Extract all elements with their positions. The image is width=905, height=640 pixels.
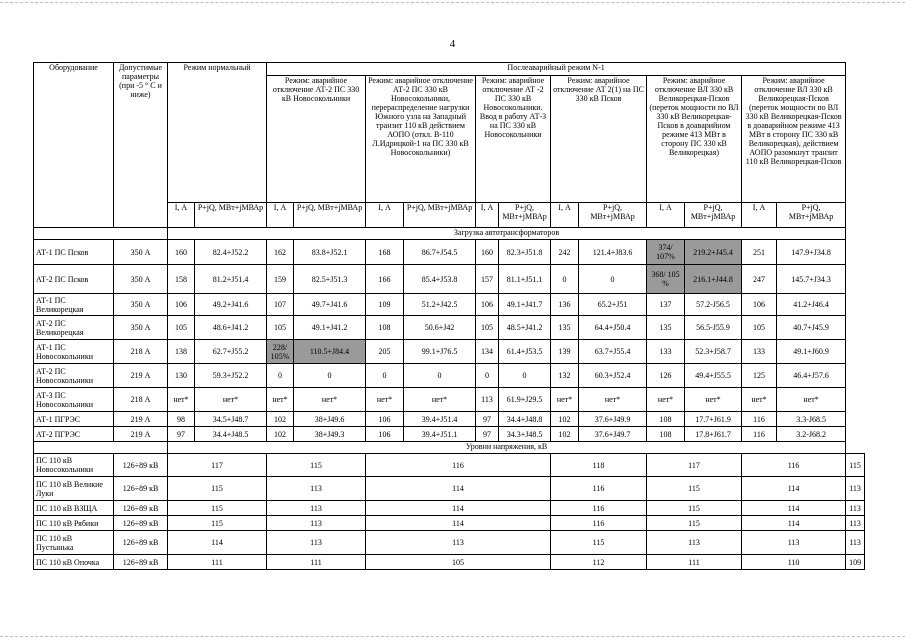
transformer-row (34, 412, 865, 427)
scan-bottom-edge (0, 636, 905, 637)
table-cell: 38+J49.6 (294, 412, 366, 427)
table-cell: 102 (267, 412, 294, 427)
table-cell: 81.1+J51.1 (499, 265, 551, 294)
section-title: Уровни напряжения, кВ (168, 442, 846, 454)
voltage-value: 116 (551, 477, 647, 501)
header-equipment: Оборудование (34, 63, 114, 228)
table-cell: 121.4+J83.6 (579, 240, 647, 265)
voltage-row (34, 516, 865, 531)
table-cell: 242 (551, 240, 579, 265)
table-cell: 98 (168, 412, 195, 427)
table-cell: нет* (168, 388, 195, 412)
table-cell: 97 (476, 412, 499, 427)
table-cell: 49.1+J60.9 (777, 340, 846, 364)
table-cell: 49.1+J41.7 (499, 294, 551, 316)
mode-header: Режим: аварийное отключение ВЛ 330 кВ Великорецкая-Псков (переток мощности по ВЛ 330 кВ Великорецкая-Псков в доаварийном режиме 413 МВт в сторону ПС 330 кВ Великорецкая) (647, 76, 742, 203)
table-cell: 0 (551, 265, 579, 294)
equipment-name: ПС 110 кВ Пустынька (34, 531, 114, 555)
table-cell: нет* (294, 388, 366, 412)
table-cell: 49.7+J41.6 (294, 294, 366, 316)
voltage-value: 115 (267, 454, 366, 477)
table-cell: 97 (168, 427, 195, 442)
voltage-value: 113 (267, 531, 366, 555)
section-spacer (34, 442, 168, 454)
voltage-value: 105 (366, 555, 551, 570)
table-cell: 0 (499, 364, 551, 388)
voltage-value: 113 (267, 477, 366, 501)
voltage-value: 115 (168, 477, 267, 501)
col-header-current: I, А (267, 203, 294, 228)
voltage-value: 116 (551, 516, 647, 531)
table-cell: 34.4+J48.8 (499, 412, 551, 427)
table-cell: 105 (168, 316, 195, 340)
voltage-row (34, 454, 865, 477)
table-cell: 160 (168, 240, 195, 265)
table-cell: 48.6+J41.2 (195, 316, 267, 340)
permissible-value: 350 А (114, 316, 168, 340)
permissible-value: 126÷89 кВ (114, 477, 168, 501)
equipment-name: ПС 110 кВ Рябики (34, 516, 114, 531)
table-cell: 63.7+J55.4 (579, 340, 647, 364)
table-cell: 135 (551, 316, 579, 340)
equipment-name: АТ-1 ПС Новосокольники (34, 340, 114, 364)
table-cell: 62.7+J55.2 (195, 340, 267, 364)
table-cell: 108 (366, 316, 404, 340)
table-cell: 106 (168, 294, 195, 316)
table-cell: 159 (267, 265, 294, 294)
transformer-row (34, 388, 865, 412)
table-cell: 133 (742, 340, 777, 364)
table-cell: 83.8+J52.1 (294, 240, 366, 265)
voltage-value: 114 (366, 477, 551, 501)
voltage-value: 109 (846, 555, 865, 570)
voltage-row (34, 531, 865, 555)
col-header-current: I, А (168, 203, 195, 228)
voltage-value: 113 (267, 501, 366, 516)
equipment-name: АТ-1 ПГРЭС (34, 412, 114, 427)
transformer-row (34, 294, 865, 316)
table-cell: 64.4+J50.4 (579, 316, 647, 340)
table-cell: 133 (647, 340, 685, 364)
permissible-value: 219 А (114, 364, 168, 388)
permissible-value: 218 А (114, 340, 168, 364)
table-cell: 99.1+J76.5 (404, 340, 476, 364)
table-cell: 48.5+J41.2 (499, 316, 551, 340)
transformer-row (34, 427, 865, 442)
table-cell: нет* (579, 388, 647, 412)
col-header-current: I, А (647, 203, 685, 228)
permissible-value: 350 А (114, 240, 168, 265)
table-cell: 130 (168, 364, 195, 388)
voltage-value: 113 (846, 516, 865, 531)
page-number: 4 (449, 38, 456, 50)
table-cell: 108 (647, 427, 685, 442)
mode-header: Режим: аварийное отключение ВЛ 330 кВ Великорецкая-Псков (переток мощности по ВЛ 330 кВ Великорецкая-Псков в доаварийном режиме 413 МВт в сторону ПС 330 кВ Великорецкая), действием АОПО разомкнут транзит 110 кВ Великорецкая-Псков (742, 76, 846, 203)
voltage-value: 113 (267, 516, 366, 531)
table-cell: 34.5+J48.7 (195, 412, 267, 427)
table-cell: 137 (647, 294, 685, 316)
transformer-row (34, 265, 865, 294)
voltage-value: 113 (846, 477, 865, 501)
table-cell: 160 (476, 240, 499, 265)
equipment-name: АТ-2 ПС Новосокольники (34, 364, 114, 388)
voltage-value: 114 (742, 477, 846, 501)
voltage-value: 118 (551, 454, 647, 477)
table-cell: 60.3+J52.4 (579, 364, 647, 388)
table-cell: 49.4+J55.5 (685, 364, 742, 388)
results-table (33, 62, 865, 570)
table-cell: 102 (551, 412, 579, 427)
voltage-value: 115 (551, 531, 647, 555)
voltage-value: 115 (647, 501, 742, 516)
scan-top-edge (0, 2, 905, 3)
table-cell: 147.9+J34.8 (777, 240, 846, 265)
mode-header: Режим: аварийное отключение АТ-2 ПС 330 кВ Новосокольники, перераспределение нагрузки Южного узла на Западный транзит 110 кВ действием АОПО (откл. В-110 Л.Идрицкой-1 на ПС 330 кВ Новосокольники) (366, 76, 476, 203)
voltage-value: 114 (366, 501, 551, 516)
table-cell: 106 (366, 412, 404, 427)
table-cell: 158 (168, 265, 195, 294)
equipment-name: АТ-1 ПС Великорецкая (34, 294, 114, 316)
table-cell: нет* (267, 388, 294, 412)
table-cell: 85.4+J53.8 (404, 265, 476, 294)
table-cell: 49.1+J41.2 (294, 316, 366, 340)
table-cell: 145.7+J34.3 (777, 265, 846, 294)
table-cell: 41.2+J46.4 (777, 294, 846, 316)
table-cell: 107 (267, 294, 294, 316)
table-cell: 37.6+J49.7 (579, 427, 647, 442)
permissible-value: 219 А (114, 427, 168, 442)
table-cell: 102 (551, 427, 579, 442)
table-cell: 138 (168, 340, 195, 364)
table-cell: 134 (476, 340, 499, 364)
table-cell: 50.6+J42 (404, 316, 476, 340)
col-header-power: P+jQ, МВт+jМВАр (579, 203, 647, 228)
voltage-value: 117 (647, 454, 742, 477)
voltage-value: 113 (742, 531, 846, 555)
permissible-value: 350 А (114, 265, 168, 294)
table-cell: нет* (742, 388, 777, 412)
table-cell: 61.4+J53.5 (499, 340, 551, 364)
mode-header: Режим: аварийное отключение АТ-2 ПС 330 кВ Новосокольники (267, 76, 366, 203)
table-cell: нет* (551, 388, 579, 412)
table-cell: 228/ 105% (267, 340, 294, 364)
voltage-row (34, 501, 865, 516)
table-cell: 251 (742, 240, 777, 265)
table-cell: 82.5+J51.3 (294, 265, 366, 294)
voltage-value: 111 (647, 555, 742, 570)
voltage-value: 115 (647, 516, 742, 531)
voltage-value: 113 (647, 531, 742, 555)
voltage-value: 115 (647, 477, 742, 501)
table-cell: нет* (647, 388, 685, 412)
table-cell: 17.8+J61.7 (685, 427, 742, 442)
table-cell: нет* (404, 388, 476, 412)
voltage-value: 112 (551, 555, 647, 570)
table-cell: 37.6+J49.9 (579, 412, 647, 427)
permissible-value: 126÷89 кВ (114, 516, 168, 531)
voltage-row (34, 477, 865, 501)
table-cell: 49.2+J41.6 (195, 294, 267, 316)
voltage-value: 111 (168, 555, 267, 570)
voltage-value: 116 (366, 454, 551, 477)
table-cell: 82.3+J51.8 (499, 240, 551, 265)
table-cell: 0 (476, 364, 499, 388)
col-header-power: P+jQ, МВт+jМВАр (404, 203, 476, 228)
voltage-value: 115 (168, 516, 267, 531)
table-cell: 39.4+J51.1 (404, 427, 476, 442)
col-header-power: P+jQ, МВт+jМВАр (294, 203, 366, 228)
table-cell: 51.2+J42.5 (404, 294, 476, 316)
table-cell: 108 (647, 412, 685, 427)
table-cell: 116 (742, 412, 777, 427)
voltage-value: 115 (168, 501, 267, 516)
header-post-emergency: Послеаварийный режим N-1 (267, 63, 846, 76)
table-cell: 0 (366, 364, 404, 388)
table-cell: 38+J49.3 (294, 427, 366, 442)
transformer-row (34, 240, 865, 265)
section-spacer (34, 228, 168, 240)
table-cell: 374/ 107% (647, 240, 685, 265)
voltage-value: 117 (168, 454, 267, 477)
table-cell: 34.3+J48.5 (499, 427, 551, 442)
table-cell: 368/ 105 % (647, 265, 685, 294)
table-cell: 52.3+J58.7 (685, 340, 742, 364)
table-cell: нет* (366, 388, 404, 412)
table-cell: 205 (366, 340, 404, 364)
transformer-row (34, 340, 865, 364)
equipment-name: АТ-2 ПГРЭС (34, 427, 114, 442)
table-cell: 116 (742, 427, 777, 442)
table-cell: 125 (742, 364, 777, 388)
table-cell: нет* (195, 388, 267, 412)
col-header-current: I, А (742, 203, 777, 228)
equipment-name: ПС 110 кВ ВЗЩА (34, 501, 114, 516)
col-header-current: I, А (366, 203, 404, 228)
voltage-value: 114 (366, 516, 551, 531)
col-header-current: I, А (476, 203, 499, 228)
table-cell: 139 (551, 340, 579, 364)
table-cell: 0 (579, 265, 647, 294)
table-cell: 97 (476, 427, 499, 442)
mode-header: Режим: аварийное отключение АТ -2 ПС 330 кВ Новосокольники. Ввод в работу АТ-3 на ПС 330 кВ Новосокольники (476, 76, 551, 203)
table-cell: 110.5+J84.4 (294, 340, 366, 364)
table-cell: 109 (366, 294, 404, 316)
permissible-value: 218 А (114, 388, 168, 412)
permissible-value: 126÷89 кВ (114, 555, 168, 570)
mode-header: Режим: аварийное отключение АТ 2(1) на ПС 330 кВ Псков (551, 76, 647, 203)
permissible-value: 126÷89 кВ (114, 501, 168, 516)
table-cell: 136 (551, 294, 579, 316)
table-cell: 3.3-J68.5 (777, 412, 846, 427)
voltage-value: 114 (742, 516, 846, 531)
voltage-row (34, 555, 865, 570)
table-cell: нет* (777, 388, 846, 412)
table-cell: 3.2-J68.2 (777, 427, 846, 442)
table-cell: нет* (685, 388, 742, 412)
table-cell: 61.9+J29.5 (499, 388, 551, 412)
table-cell: 166 (366, 265, 404, 294)
voltage-value: 113 (846, 531, 865, 555)
equipment-name: АТ-2 ПС Псков (34, 265, 114, 294)
equipment-name: ПС 110 кВ Великие Луки (34, 477, 114, 501)
table-cell: 17.7+J61.9 (685, 412, 742, 427)
table-cell: 86.7+J54.5 (404, 240, 476, 265)
table-cell: 106 (366, 427, 404, 442)
table-cell: 162 (267, 240, 294, 265)
col-header-power: P+jQ, МВт+jМВАр (195, 203, 267, 228)
table-cell: 126 (647, 364, 685, 388)
transformer-row (34, 316, 865, 340)
table-cell: 56.5-J55.9 (685, 316, 742, 340)
equipment-name: АТ-1 ПС Псков (34, 240, 114, 265)
section-title-row (34, 228, 865, 240)
col-header-power: P+jQ, МВт+jМВАр (685, 203, 742, 228)
table-cell: 82.4+J52.2 (195, 240, 267, 265)
table-cell: 39.4+J51.4 (404, 412, 476, 427)
voltage-value: 111 (267, 555, 366, 570)
equipment-name: АТ-3 ПС Новосокольники (34, 388, 114, 412)
col-header-current: I, А (551, 203, 579, 228)
table-cell: 0 (267, 364, 294, 388)
col-header-power: P+jQ, МВт+jМВАр (777, 203, 846, 228)
header-normal-mode: Режим нормальный (168, 63, 267, 203)
voltage-value: 116 (742, 454, 846, 477)
equipment-name: ПС 110 кВ Опочка (34, 555, 114, 570)
equipment-name: АТ-2 ПС Великорецкая (34, 316, 114, 340)
section-title-row (34, 442, 865, 454)
table-cell: 46.4+J57.6 (777, 364, 846, 388)
voltage-value: 116 (551, 501, 647, 516)
table-cell: 105 (742, 316, 777, 340)
voltage-value: 114 (168, 531, 267, 555)
section-title: Загрузка автотрансформаторов (168, 228, 846, 240)
table-cell: 81.2+J51.4 (195, 265, 267, 294)
table-cell: 59.3+J52.2 (195, 364, 267, 388)
table-cell: 132 (551, 364, 579, 388)
voltage-value: 115 (846, 454, 865, 477)
table-cell: 34.4+J48.5 (195, 427, 267, 442)
table-cell: 216.1+J44.8 (685, 265, 742, 294)
table-cell: 219.2+J45.4 (685, 240, 742, 265)
table-cell: 102 (267, 427, 294, 442)
table-cell: 0 (294, 364, 366, 388)
table-cell: 157 (476, 265, 499, 294)
table-cell: 105 (476, 316, 499, 340)
table-cell: 105 (267, 316, 294, 340)
voltage-value: 114 (742, 501, 846, 516)
permissible-value: 126÷89 кВ (114, 531, 168, 555)
equipment-name: ПС 110 кВ Новосокольники (34, 454, 114, 477)
table-cell: 106 (742, 294, 777, 316)
table-cell: 57.2-J56.5 (685, 294, 742, 316)
table-cell: 247 (742, 265, 777, 294)
table-cell: 106 (476, 294, 499, 316)
table-cell: 40.7+J45.9 (777, 316, 846, 340)
transformer-row (34, 364, 865, 388)
voltage-value: 113 (846, 501, 865, 516)
table-cell: 65.2+J51 (579, 294, 647, 316)
col-header-power: P+jQ, МВт+jМВАр (499, 203, 551, 228)
table-cell: 113 (476, 388, 499, 412)
table-cell: 0 (404, 364, 476, 388)
header-permissible: Допустимые параметры (при -5 ° С и ниже) (114, 63, 168, 228)
permissible-value: 350 А (114, 294, 168, 316)
permissible-value: 219 А (114, 412, 168, 427)
permissible-value: 126÷89 кВ (114, 454, 168, 477)
voltage-value: 110 (742, 555, 846, 570)
voltage-value: 113 (366, 531, 551, 555)
table-cell: 135 (647, 316, 685, 340)
table-cell: 168 (366, 240, 404, 265)
